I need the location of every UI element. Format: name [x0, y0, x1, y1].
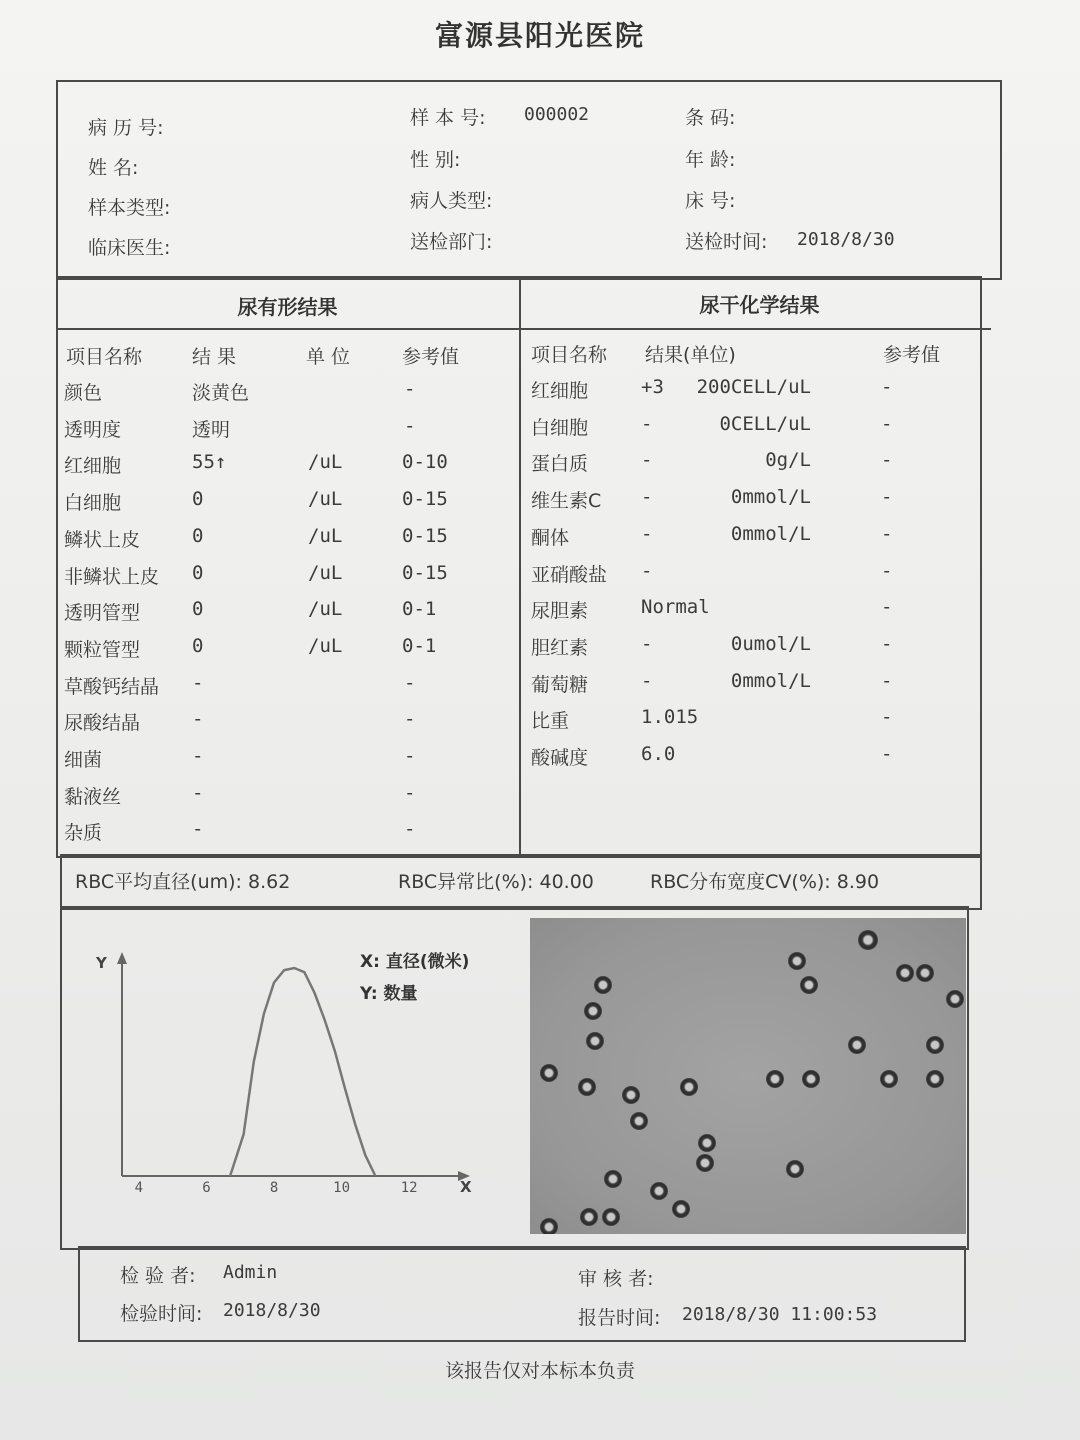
rbc-cell — [586, 1032, 604, 1050]
chemistry-row — [521, 413, 991, 450]
test-time: 2018/8/30 — [223, 1300, 321, 1321]
sediment-row — [56, 782, 519, 819]
sediment-row — [56, 488, 519, 525]
results-header-line-right — [521, 328, 991, 330]
rbc-cell — [622, 1086, 640, 1104]
report-time-label: 报告时间: — [578, 1307, 661, 1329]
sediment-cell-unit: /uL — [308, 598, 343, 621]
chemistry-cell-name: 尿胆素 — [531, 600, 589, 623]
chemistry-cell-name: 比重 — [531, 710, 570, 733]
sediment-col-unit: 单 位 — [306, 346, 351, 368]
sediment-cell-result: - — [192, 708, 204, 731]
rbc-cell — [630, 1112, 648, 1130]
sediment-cell-unit: /uL — [308, 561, 343, 584]
record-no-label: 病 历 号: — [88, 117, 164, 139]
rbc-cell — [680, 1078, 698, 1096]
chemistry-row — [521, 523, 991, 560]
bed-label: 床 号: — [685, 190, 736, 212]
sediment-row — [56, 562, 519, 599]
sediment-cell-ref: - — [404, 414, 416, 437]
chemistry-cell-name: 蛋白质 — [531, 453, 589, 476]
rbc-cell — [650, 1182, 668, 1200]
chemistry-row — [521, 449, 991, 486]
rbc-histogram-chart — [80, 940, 500, 1210]
chemistry-cell-result: - — [641, 412, 653, 435]
sediment-cell-ref: - — [404, 378, 416, 400]
sediment-cell-result: 0 — [192, 488, 204, 511]
sediment-cell-result: - — [192, 781, 204, 804]
sediment-cell-name: 非鳞状上皮 — [64, 565, 160, 588]
rbc-cell — [584, 1002, 602, 1020]
sediment-cell-name: 草酸钙结晶 — [64, 675, 160, 698]
chemistry-cell-result: Normal — [641, 596, 710, 619]
chemistry-cell-name: 葡萄糖 — [531, 673, 589, 696]
chemistry-cell-result: 1.015 — [641, 706, 699, 729]
report-time: 2018/8/30 11:00:53 — [682, 1304, 878, 1325]
chemistry-cell-value: 200CELL/uL — [696, 376, 811, 398]
sediment-cell-result: 0 — [192, 561, 204, 584]
sediment-cell-result: 0 — [192, 598, 204, 621]
rbc-cell — [580, 1208, 598, 1226]
sediment-cell-result: 55↑ — [192, 451, 227, 474]
rbc-cell — [848, 1036, 866, 1054]
chemistry-cell-value: 0mmol/L — [730, 522, 811, 545]
chemistry-cell-name: 酸碱度 — [531, 747, 589, 769]
tester: Admin — [223, 1262, 278, 1283]
chemistry-cell-result: - — [641, 486, 653, 509]
sediment-cell-ref: - — [404, 745, 416, 767]
chemistry-cell-value: 0umol/L — [730, 632, 811, 655]
signature-box — [78, 1246, 966, 1342]
sediment-col-name: 项目名称 — [66, 346, 143, 368]
chemistry-cell-value: 0CELL/uL — [719, 412, 811, 435]
sediment-cell-name: 颜色 — [64, 382, 103, 404]
sediment-cell-result: - — [192, 671, 204, 694]
sediment-table — [56, 340, 519, 850]
rbc-cell — [802, 1070, 820, 1088]
x-axis-label: X: 直径(微米) — [360, 952, 470, 972]
chemistry-header-row — [521, 340, 991, 377]
chemistry-cell-ref: - — [881, 376, 893, 398]
sediment-cell-result: 0 — [192, 524, 204, 547]
sediment-row — [56, 415, 519, 452]
rbc-cell — [880, 1070, 898, 1088]
rbc-cell — [800, 976, 818, 994]
rbc-cv: RBC分布宽度CV(%): 8.90 — [650, 871, 880, 893]
chemistry-cell-result: 6.0 — [641, 743, 676, 765]
sediment-cell-name: 尿酸结晶 — [64, 712, 141, 735]
chemistry-cell-ref: - — [881, 449, 893, 472]
rbc-cell — [578, 1078, 596, 1096]
chemistry-col-ref: 参考值 — [883, 344, 941, 366]
chemistry-row — [521, 560, 991, 597]
chemistry-cell-value: 0mmol/L — [730, 486, 811, 509]
sediment-row — [56, 598, 519, 635]
sediment-row — [56, 525, 519, 562]
chemistry-cell-name: 维生素C — [531, 490, 602, 513]
chemistry-cell-result: +3 — [641, 376, 664, 398]
hospital-name: 富源县阳光医院 — [434, 19, 645, 52]
rbc-cell — [602, 1208, 620, 1226]
chemistry-cell-ref: - — [881, 596, 893, 619]
sediment-cell-ref: 0-1 — [402, 598, 437, 621]
sediment-row — [56, 818, 519, 855]
doctor-label: 临床医生: — [88, 237, 171, 259]
rbc-cell — [946, 990, 964, 1008]
rbc-cell — [698, 1134, 716, 1152]
chemistry-col-result: 结果(单位) — [645, 344, 736, 366]
chemistry-cell-value: 0g/L — [765, 449, 811, 472]
sediment-cell-ref: - — [404, 708, 416, 731]
sample-no-label: 样 本 号: — [410, 107, 486, 129]
reviewer-label: 审 核 者: — [578, 1268, 654, 1290]
x-tick-label: 6 — [202, 1180, 211, 1196]
chemistry-cell-result: - — [641, 449, 653, 472]
chemistry-cell-name: 白细胞 — [531, 416, 589, 439]
chemistry-cell-ref: - — [881, 559, 893, 582]
rbc-cell — [766, 1070, 784, 1088]
chemistry-cell-name: 酮体 — [531, 526, 570, 549]
dept-label: 送检部门: — [410, 231, 493, 253]
chemistry-cell-ref: - — [881, 412, 893, 435]
x-tick-label: 10 — [333, 1180, 351, 1196]
sediment-cell-name: 透明管型 — [64, 602, 141, 625]
sediment-cell-result: 淡黄色 — [192, 382, 250, 404]
rbc-cell — [916, 964, 934, 982]
chemistry-cell-name: 亚硝酸盐 — [531, 563, 608, 586]
chemistry-cell-result: - — [641, 522, 653, 545]
sediment-cell-ref: - — [404, 818, 416, 841]
sediment-cell-name: 杂质 — [64, 822, 103, 845]
disclaimer: 该报告仅对本标本负责 — [444, 1360, 635, 1382]
sediment-cell-name: 鳞状上皮 — [64, 528, 141, 551]
test-time-label: 检验时间: — [120, 1303, 203, 1325]
rbc-distribution-line — [230, 968, 375, 1176]
rbc-cell — [540, 1064, 558, 1082]
send-time: 2018/8/30 — [797, 229, 895, 250]
sediment-cell-name: 白细胞 — [64, 492, 122, 515]
chemistry-col-name: 项目名称 — [531, 344, 608, 366]
chemistry-cell-ref: - — [881, 743, 893, 765]
chemistry-row — [521, 376, 991, 413]
x-tick-label: 8 — [269, 1180, 279, 1196]
chemistry-title: 尿干化学结果 — [699, 293, 820, 317]
sediment-cell-name: 透明度 — [64, 418, 122, 441]
sample-no: 000002 — [524, 104, 590, 125]
age-label: 年 龄: — [685, 149, 736, 171]
rbc-microscopy-image — [530, 918, 966, 1234]
chemistry-row — [521, 743, 991, 780]
sediment-cell-ref: - — [404, 781, 416, 804]
sediment-cell-name: 细菌 — [64, 749, 103, 771]
x-axis-letter: X — [460, 1178, 472, 1196]
rbc-abnormal-ratio: RBC异常比(%): 40.00 — [398, 871, 594, 893]
chemistry-cell-result: - — [641, 632, 653, 655]
sediment-cell-name: 黏液丝 — [64, 785, 122, 808]
chemistry-cell-name: 胆红素 — [531, 636, 589, 659]
patient-type-label: 病人类型: — [410, 190, 493, 212]
sediment-cell-ref: 0-15 — [402, 561, 448, 584]
chemistry-row — [521, 596, 991, 633]
sediment-row — [56, 708, 519, 745]
rbc-cell — [540, 1218, 558, 1234]
chemistry-cell-value: 0mmol/L — [730, 669, 811, 692]
chemistry-cell-result: - — [641, 669, 653, 692]
sediment-header-row — [56, 342, 519, 379]
rbc-cell — [604, 1170, 622, 1188]
chemistry-table — [521, 340, 991, 850]
y-axis-label: Y: 数量 — [360, 984, 418, 1004]
chemistry-cell-ref: - — [881, 522, 893, 545]
rbc-cell — [672, 1200, 690, 1218]
send-time-label: 送检时间: — [685, 231, 768, 253]
sediment-cell-name: 红细胞 — [64, 455, 122, 478]
y-axis-letter: Y — [96, 954, 107, 972]
sediment-cell-ref: 0-15 — [402, 524, 448, 547]
sediment-cell-unit: /uL — [308, 524, 343, 547]
sediment-cell-ref: - — [404, 671, 416, 694]
rbc-cell — [926, 1070, 944, 1088]
sample-type-label: 样本类型: — [88, 197, 171, 219]
sediment-cell-ref: 0-15 — [402, 488, 448, 511]
rbc-cell — [926, 1036, 944, 1054]
x-tick-label: 12 — [400, 1180, 418, 1196]
y-axis-arrow — [117, 952, 127, 964]
sediment-row — [56, 672, 519, 709]
gender-label: 性 别: — [410, 149, 461, 171]
rbc-cell — [788, 952, 806, 970]
sediment-row — [56, 635, 519, 672]
rbc-cell — [786, 1160, 804, 1178]
sediment-cell-result: 0 — [192, 634, 204, 657]
rbc-mean-diameter: RBC平均直径(um): 8.62 — [75, 871, 291, 893]
chemistry-cell-ref: - — [881, 669, 893, 692]
chemistry-cell-ref: - — [881, 706, 893, 729]
sediment-cell-result: - — [192, 745, 204, 767]
rbc-cell — [858, 930, 878, 950]
rbc-cell — [594, 976, 612, 994]
chemistry-cell-ref: - — [881, 632, 893, 655]
rbc-cell — [696, 1154, 714, 1172]
sediment-cell-name: 颗粒管型 — [64, 638, 141, 661]
chemistry-row — [521, 670, 991, 707]
chemistry-row — [521, 706, 991, 743]
tester-label: 检 验 者: — [120, 1265, 196, 1287]
sediment-cell-ref: 0-10 — [402, 451, 448, 474]
sediment-cell-unit: /uL — [308, 634, 343, 657]
sediment-cell-unit: /uL — [308, 451, 343, 474]
barcode-label: 条 码: — [685, 107, 736, 129]
sediment-col-result: 结 果 — [192, 346, 237, 368]
sediment-cell-result: - — [192, 818, 204, 841]
rbc-cell — [896, 964, 914, 982]
sediment-cell-unit: /uL — [308, 488, 343, 511]
sediment-title: 尿有形结果 — [237, 295, 338, 319]
sediment-cell-ref: 0-1 — [402, 634, 437, 657]
name-label: 姓 名: — [88, 157, 139, 179]
sediment-col-ref: 参考值 — [402, 346, 460, 368]
chemistry-row — [521, 633, 991, 670]
results-header-line-left — [56, 328, 519, 330]
sediment-row — [56, 378, 519, 415]
chemistry-cell-result: - — [641, 559, 653, 582]
chemistry-row — [521, 486, 991, 523]
x-tick-label: 4 — [134, 1180, 144, 1196]
sediment-row — [56, 745, 519, 782]
chemistry-cell-ref: - — [881, 486, 893, 509]
sediment-row — [56, 451, 519, 488]
chemistry-cell-name: 红细胞 — [531, 380, 589, 402]
sediment-cell-result: 透明 — [192, 418, 231, 441]
